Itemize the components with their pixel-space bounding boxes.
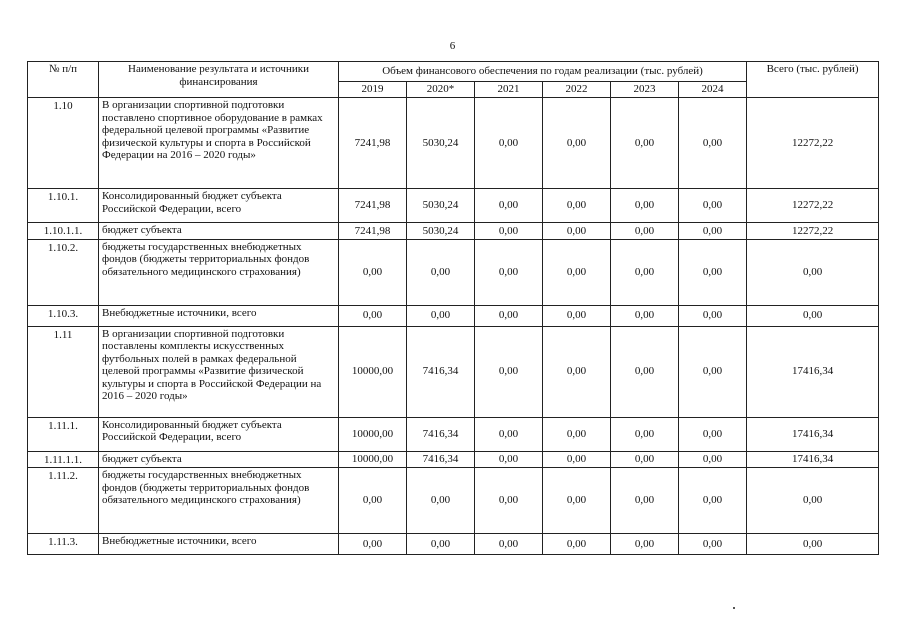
year-value-cell: 0,00: [611, 239, 679, 305]
row-number: 1.10.1.1.: [28, 223, 99, 240]
year-value-cell: 7416,34: [407, 326, 475, 417]
header-year: 2020*: [407, 82, 475, 98]
year-value-cell: 0,00: [611, 417, 679, 451]
year-value-cell: 0,00: [611, 468, 679, 534]
table-row: [28, 305, 879, 326]
year-value-cell: 0,00: [407, 468, 475, 534]
row-name: Внебюджетные источники, всего: [99, 305, 339, 326]
year-value-cell: 0,00: [475, 326, 543, 417]
year-value-cell: 0,00: [611, 223, 679, 240]
year-value-cell: 0,00: [679, 468, 747, 534]
year-value-cell: 0,00: [543, 305, 611, 326]
row-number: 1.11.1.1.: [28, 451, 99, 468]
year-value-cell: 0,00: [679, 326, 747, 417]
row-name: бюджеты государственных внебюджетных фондов (бюджеты территориальных фондов обязательного медицинского страхования): [99, 468, 339, 534]
table-row: [28, 534, 879, 555]
year-value-cell: 0,00: [475, 98, 543, 189]
year-value-cell: 0,00: [543, 417, 611, 451]
year-value-cell: 0,00: [475, 468, 543, 534]
year-value-cell: 0,00: [543, 223, 611, 240]
year-value-cell: 0,00: [543, 534, 611, 555]
page-number: 6: [449, 40, 456, 52]
row-number: 1.10.3.: [28, 305, 99, 326]
header-volume: Объем финансового обеспечения по годам реализации (тыс. рублей): [339, 62, 747, 82]
year-value-cell: 7241,98: [339, 189, 407, 223]
row-number: 1.11.3.: [28, 534, 99, 555]
year-value-cell: 0,00: [475, 223, 543, 240]
table-row: [28, 239, 879, 305]
header-year: 2019: [339, 82, 407, 98]
year-value-cell: 0,00: [611, 534, 679, 555]
row-total: 12272,22: [747, 189, 879, 223]
scan-mark: [733, 607, 735, 609]
year-value-cell: 0,00: [475, 451, 543, 468]
year-value-cell: 7241,98: [339, 98, 407, 189]
year-value-cell: 0,00: [475, 534, 543, 555]
header-row: [28, 62, 879, 82]
table-row: [28, 451, 879, 468]
row-name: Внебюджетные источники, всего: [99, 534, 339, 555]
row-name: В организации спортивной подготовки поставлено спортивное оборудование в рамках федеральной целевой программы «Развитие физической культуры и спорта в Российской Федерации на 2016 – 2020 годы»: [99, 98, 339, 189]
table-row: [28, 468, 879, 534]
year-value-cell: 0,00: [611, 326, 679, 417]
row-name: бюджет субъекта: [99, 223, 339, 240]
year-value-cell: 0,00: [475, 305, 543, 326]
row-number: 1.10.1.: [28, 189, 99, 223]
year-value-cell: 0,00: [543, 326, 611, 417]
year-value-cell: 0,00: [611, 98, 679, 189]
row-total: 17416,34: [747, 417, 879, 451]
year-value-cell: 0,00: [679, 223, 747, 240]
year-value-cell: 5030,24: [407, 223, 475, 240]
row-total: 0,00: [747, 305, 879, 326]
row-total: 12272,22: [747, 98, 879, 189]
header-name: Наименование результата и источники финансирования: [99, 62, 339, 98]
row-name: бюджет субъекта: [99, 451, 339, 468]
year-value-cell: 7241,98: [339, 223, 407, 240]
year-value-cell: 0,00: [543, 451, 611, 468]
row-number: 1.10.2.: [28, 239, 99, 305]
year-value-cell: 0,00: [679, 534, 747, 555]
row-name: Консолидированный бюджет субъекта Российской Федерации, всего: [99, 417, 339, 451]
row-total: 12272,22: [747, 223, 879, 240]
year-value-cell: 0,00: [407, 305, 475, 326]
year-value-cell: 0,00: [407, 239, 475, 305]
year-value-cell: 10000,00: [339, 451, 407, 468]
header-total: Всего (тыс. рублей): [747, 62, 879, 98]
header-num: № п/п: [28, 62, 99, 98]
year-value-cell: 0,00: [543, 468, 611, 534]
row-name: В организации спортивной подготовки поставлены комплекты искусственных футбольных полей в рамках федеральной целевой программы «Развитие физической культуры и спорта в Российской Федерации на 2016 – 2020 годы»: [99, 326, 339, 417]
row-name: Консолидированный бюджет субъекта Российской Федерации, всего: [99, 189, 339, 223]
year-value-cell: 0,00: [679, 98, 747, 189]
year-value-cell: 0,00: [475, 239, 543, 305]
year-value-cell: 0,00: [475, 417, 543, 451]
table-row: [28, 189, 879, 223]
year-value-cell: 0,00: [679, 417, 747, 451]
row-number: 1.11.1.: [28, 417, 99, 451]
header-year: 2022: [543, 82, 611, 98]
year-value-cell: 0,00: [543, 189, 611, 223]
year-value-cell: 0,00: [679, 305, 747, 326]
year-value-cell: 5030,24: [407, 189, 475, 223]
row-number: 1.10: [28, 98, 99, 189]
row-number: 1.11: [28, 326, 99, 417]
table-row: [28, 326, 879, 417]
year-value-cell: 10000,00: [339, 326, 407, 417]
year-value-cell: 0,00: [339, 468, 407, 534]
row-total: 0,00: [747, 534, 879, 555]
year-value-cell: 0,00: [543, 239, 611, 305]
table-row: [28, 98, 879, 189]
row-number: 1.11.2.: [28, 468, 99, 534]
year-value-cell: 0,00: [611, 189, 679, 223]
year-value-cell: 5030,24: [407, 98, 475, 189]
year-value-cell: 0,00: [339, 305, 407, 326]
year-value-cell: 0,00: [611, 305, 679, 326]
financing-table: [27, 61, 879, 555]
table-row: [28, 417, 879, 451]
header-year: 2021: [475, 82, 543, 98]
year-value-cell: 0,00: [407, 534, 475, 555]
year-value-cell: 7416,34: [407, 451, 475, 468]
table-row: [28, 223, 879, 240]
row-total: 0,00: [747, 239, 879, 305]
row-total: 17416,34: [747, 326, 879, 417]
row-total: 17416,34: [747, 451, 879, 468]
table-body: [28, 98, 879, 555]
year-value-cell: 0,00: [339, 534, 407, 555]
year-value-cell: 0,00: [543, 98, 611, 189]
year-value-cell: 7416,34: [407, 417, 475, 451]
year-value-cell: 10000,00: [339, 417, 407, 451]
header-year: 2023: [611, 82, 679, 98]
year-value-cell: 0,00: [475, 189, 543, 223]
year-value-cell: 0,00: [679, 451, 747, 468]
header-year: 2024: [679, 82, 747, 98]
year-value-cell: 0,00: [679, 189, 747, 223]
row-name: бюджеты государственных внебюджетных фондов (бюджеты территориальных фондов обязательного медицинского страхования): [99, 239, 339, 305]
year-value-cell: 0,00: [611, 451, 679, 468]
row-total: 0,00: [747, 468, 879, 534]
year-value-cell: 0,00: [339, 239, 407, 305]
year-value-cell: 0,00: [679, 239, 747, 305]
